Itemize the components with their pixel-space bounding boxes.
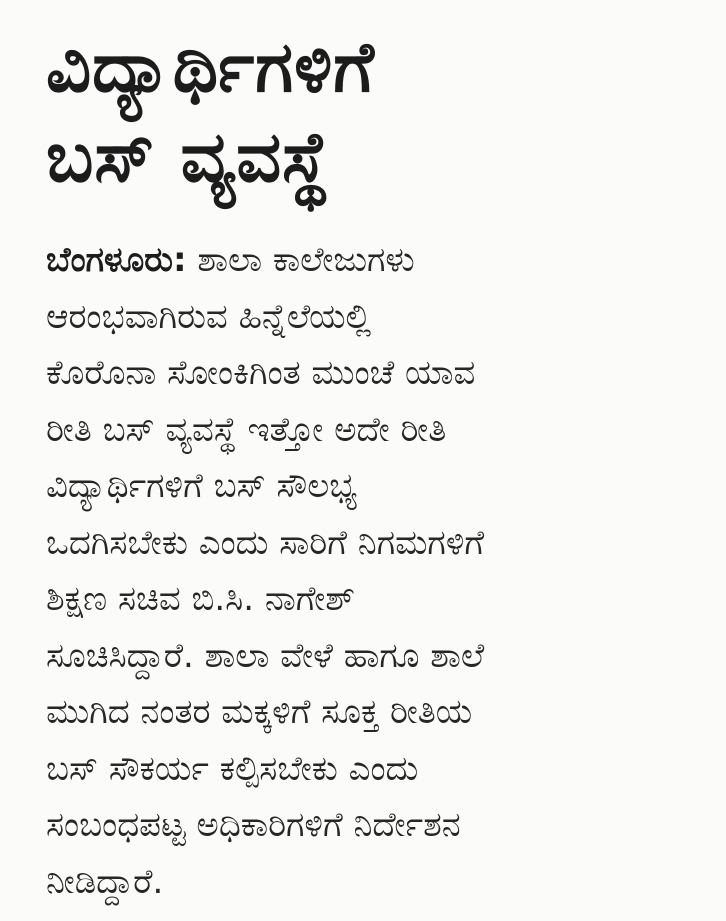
headline-line-1: ವಿದ್ಯಾರ್ಥಿಗಳಿಗೆ — [46, 26, 375, 108]
headline-line-2: ಬಸ್ ವ್ಯವಸ್ಥೆ — [46, 116, 331, 198]
body-line-7: ಶಿಕ್ಷಣ ಸಚಿವ ಬಿ.ಸಿ. ನಾಗೇಶ್ — [46, 579, 355, 619]
body-line-6: ಒದಗಿಸಬೇಕು ಎಂದು ಸಾರಿಗೆ ನಿಗಮಗಳಿಗೆ — [46, 522, 485, 563]
body-line-11: ಸಂಬಂಧಪಟ್ಟ ಅಧಿಕಾರಿಗಳಿಗೆ ನಿರ್ದೇಶನ — [46, 805, 461, 845]
body-line-3: ಕೊರೊನಾ ಸೋಂಕಿಗಿಂತ ಮುಂಚೆ ಯಾವ — [46, 353, 476, 393]
article-body — [46, 232, 706, 910]
body-line-9: ಮುಗಿದ ನಂತರ ಮಕ್ಕಳಿಗೆ ಸೂಕ್ತ ರೀತಿಯ — [46, 692, 473, 732]
body-line-5: ವಿದ್ಯಾರ್ಥಿಗಳಿಗೆ ಬಸ್ ಸೌಲಭ್ಯ — [46, 466, 358, 506]
body-line-2: ಆರಂಭವಾಗಿರುವ ಹಿನ್ನೆಲೆಯಲ್ಲಿ — [46, 296, 372, 337]
body-line-1 — [46, 232, 706, 289]
headline — [46, 22, 706, 202]
body-line-4: ರೀತಿ ಬಸ್ ವ್ಯವಸ್ಥೆ ಇತ್ತೋ ಅದೇ ರೀತಿ — [46, 409, 447, 450]
dateline: ಬೆಂಗಳೂರು: — [46, 240, 187, 280]
body-line-12: ನೀಡಿದ್ದಾರೆ. — [46, 861, 164, 902]
body-line-1-text: ಶಾಲಾ ಕಾಲೇಜುಗಳು — [186, 240, 415, 280]
body-line-10: ಬಸ್ ಸೌಕರ್ಯ ಕಲ್ಪಿಸಬೇಕು ಎಂದು — [46, 748, 419, 789]
body-line-8: ಸೂಚಿಸಿದ್ದಾರೆ. ಶಾಲಾ ವೇಳೆ ಹಾಗೂ ಶಾಲೆ — [46, 635, 485, 676]
